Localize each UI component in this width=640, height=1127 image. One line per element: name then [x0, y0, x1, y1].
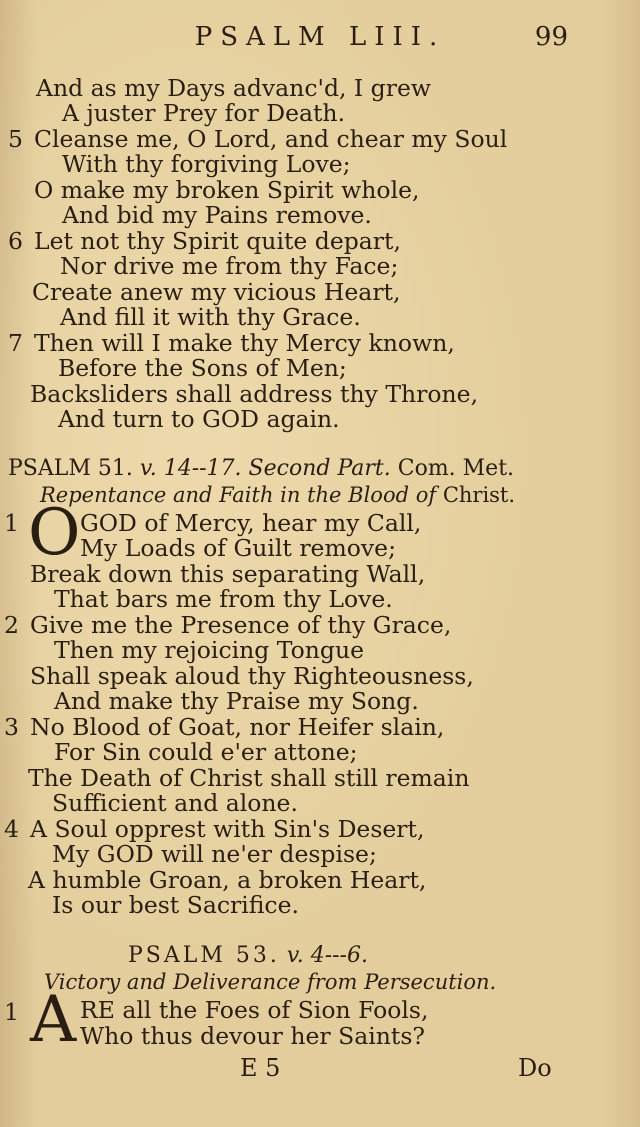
- verse-line: Nor drive me from thy Face;: [60, 252, 399, 280]
- verse-line: Break down this separating Wall,: [30, 560, 426, 588]
- verse-number: 5: [8, 125, 23, 153]
- catchword: Do: [518, 1054, 552, 1082]
- psalm-53-number: PSALM 53.: [128, 943, 280, 968]
- verse-line: The Death of Christ shall still remain: [28, 764, 470, 792]
- psalm-51-part: Second Part.: [248, 456, 391, 481]
- verse-line: Cleanse me, O Lord, and chear my Soul: [34, 125, 508, 153]
- verse-line: And make thy Praise my Song.: [54, 687, 419, 715]
- running-title: PSALM LIII.: [194, 22, 446, 52]
- verse-line: With thy forgiving Love;: [62, 150, 351, 178]
- verse-number: 4: [4, 815, 19, 843]
- verse-number: 3: [4, 713, 19, 741]
- verse-line: Before the Sons of Men;: [58, 354, 347, 382]
- verse-line: Who thus devour her Saints?: [80, 1022, 425, 1050]
- verse-number: 7: [8, 329, 23, 357]
- verse-line: Let not thy Spirit quite depart,: [34, 227, 401, 255]
- verse-line: Sufficient and alone.: [52, 789, 298, 817]
- verse-number: 1: [4, 998, 19, 1026]
- verse-line: A juster Prey for Death.: [62, 99, 346, 127]
- verse-line: O make my broken Spirit whole,: [34, 176, 420, 204]
- verse-line: Give me the Presence of thy Grace,: [30, 611, 452, 639]
- verse-number: 6: [8, 227, 23, 255]
- psalm-53-verses: v. 4---6.: [286, 943, 368, 968]
- verse-line: For Sin could e'er attone;: [54, 738, 358, 766]
- verse-line: And as my Days advanc'd, I grew: [36, 74, 431, 102]
- verse-line: RE all the Foes of Sion Fools,: [80, 996, 429, 1024]
- psalm-51-number: PSALM 51.: [8, 456, 133, 481]
- psalm-51-metre: Com. Met.: [397, 456, 515, 481]
- verse-line: GOD of Mercy, hear my Call,: [80, 509, 422, 537]
- psalm-51-subtitle: [40, 483, 515, 508]
- psalm-51-subtitle-christ: Christ.: [442, 483, 516, 507]
- verse-number: 2: [4, 611, 19, 639]
- psalm-51-subtitle-text: Repentance and Faith in the Blood of: [40, 483, 437, 507]
- psalm-51-heading: [8, 456, 514, 481]
- verse-number: 1: [4, 509, 19, 537]
- verse-line: My Loads of Guilt remove;: [80, 534, 396, 562]
- psalm-53-heading: [128, 943, 368, 968]
- drop-cap: O: [28, 496, 81, 570]
- verse-line: No Blood of Goat, nor Heifer slain,: [30, 713, 445, 741]
- verse-line: And fill it with thy Grace.: [60, 303, 361, 331]
- psalm-53-subtitle: Victory and Deliverance from Persecution.: [44, 970, 497, 994]
- page-number: 99: [534, 22, 568, 52]
- verse-line: Is our best Sacrifice.: [52, 891, 299, 919]
- psalm-51-verses: v. 14--17.: [139, 456, 242, 481]
- page-header: [0, 22, 640, 56]
- verse-line: A humble Groan, a broken Heart,: [28, 866, 427, 894]
- verse-line: Then will I make thy Mercy known,: [34, 329, 455, 357]
- verse-line: Backsliders shall address thy Throne,: [30, 380, 479, 408]
- verse-line: Then my rejoicing Tongue: [54, 636, 364, 664]
- verse-line: A Soul opprest with Sin's Desert,: [30, 815, 425, 843]
- verse-line: Create anew my vicious Heart,: [32, 278, 401, 306]
- verse-line: My GOD will ne'er despise;: [52, 840, 377, 868]
- verse-line: And bid my Pains remove.: [62, 201, 372, 229]
- verse-line: Shall speak aloud thy Righteousness,: [30, 662, 474, 690]
- signature-mark: E 5: [240, 1054, 281, 1082]
- verse-line: And turn to GOD again.: [58, 405, 340, 433]
- drop-cap: A: [30, 983, 77, 1057]
- verse-line: That bars me from thy Love.: [54, 585, 393, 613]
